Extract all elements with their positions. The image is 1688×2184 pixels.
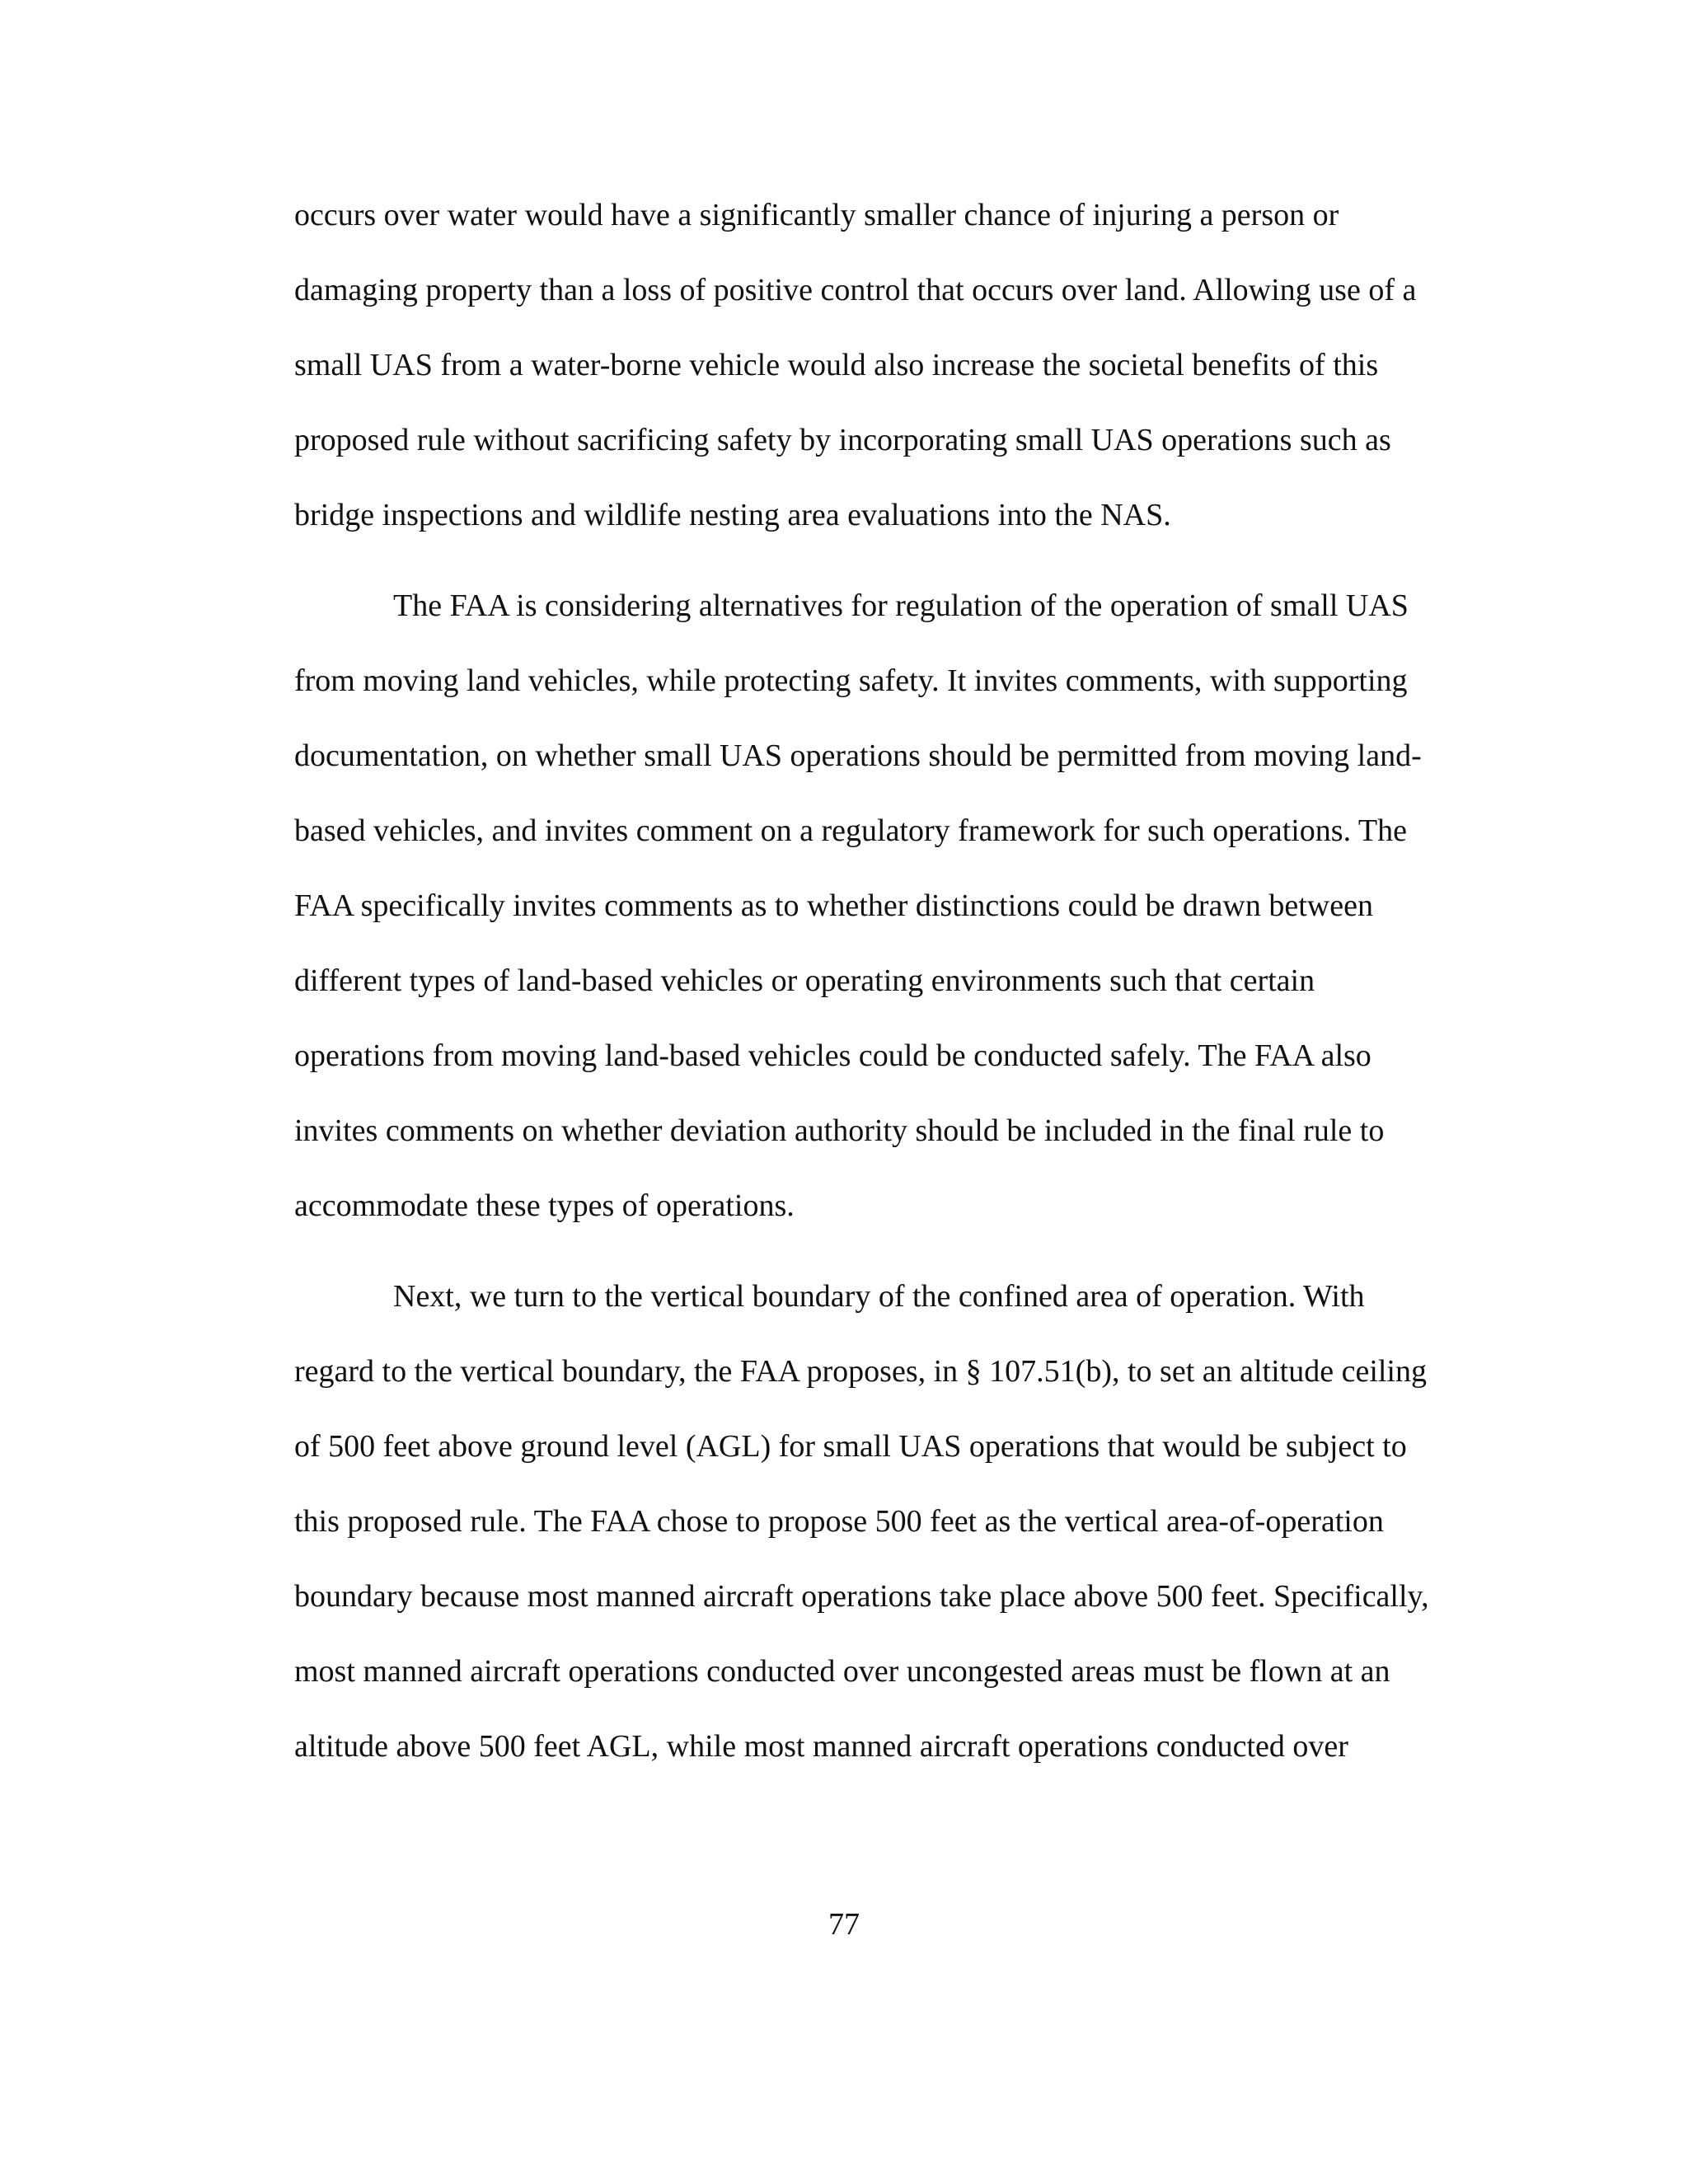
text-line: small UAS from a water-borne vehicle would also increase the societal benefits of this <box>294 348 1379 382</box>
text-line: The FAA is considering alternatives for regulation of the operation of small UAS <box>393 588 1409 623</box>
text-line: this proposed rule. The FAA chose to propose 500 feet as the vertical area-of-operation <box>294 1504 1384 1539</box>
text-line: proposed rule without sacrificing safety by incorporating small UAS operations such as <box>294 423 1391 457</box>
page-number: 77 <box>828 1907 860 1942</box>
text-line: regard to the vertical boundary, the FAA proposes, in § 107.51(b), to set an altitude ceiling <box>294 1354 1427 1389</box>
text-line: of 500 feet above ground level (AGL) for small UAS operations that would be subject to <box>294 1429 1407 1464</box>
text-line: from moving land vehicles, while protecting safety. It invites comments, with supporting <box>294 663 1408 698</box>
text-line: accommodate these types of operations. <box>294 1188 795 1223</box>
text-line: based vehicles, and invites comment on a regulatory framework for such operations. The <box>294 813 1407 848</box>
text-line: Next, we turn to the vertical boundary of the confined area of operation. With <box>393 1279 1365 1314</box>
text-line: bridge inspections and wildlife nesting area evaluations into the NAS. <box>294 498 1171 532</box>
text-line: operations from moving land-based vehicles could be conducted safely. The FAA also <box>294 1038 1372 1073</box>
text-line: occurs over water would have a significantly smaller chance of injuring a person or <box>294 198 1339 232</box>
text-line: altitude above 500 feet AGL, while most manned aircraft operations conducted over <box>294 1729 1348 1764</box>
text-line: different types of land-based vehicles or operating environments such that certain <box>294 963 1315 998</box>
text-line: damaging property than a loss of positive control that occurs over land. Allowing use of a <box>294 273 1417 307</box>
text-line: documentation, on whether small UAS operations should be permitted from moving land- <box>294 738 1422 773</box>
text-line: boundary because most manned aircraft operations take place above 500 feet. Specifically, <box>294 1579 1429 1614</box>
text-line: most manned aircraft operations conducted over uncongested areas must be flown at an <box>294 1654 1390 1689</box>
text-line: FAA specifically invites comments as to whether distinctions could be drawn between <box>294 888 1373 923</box>
text-line: invites comments on whether deviation authority should be included in the final rule to <box>294 1113 1385 1148</box>
